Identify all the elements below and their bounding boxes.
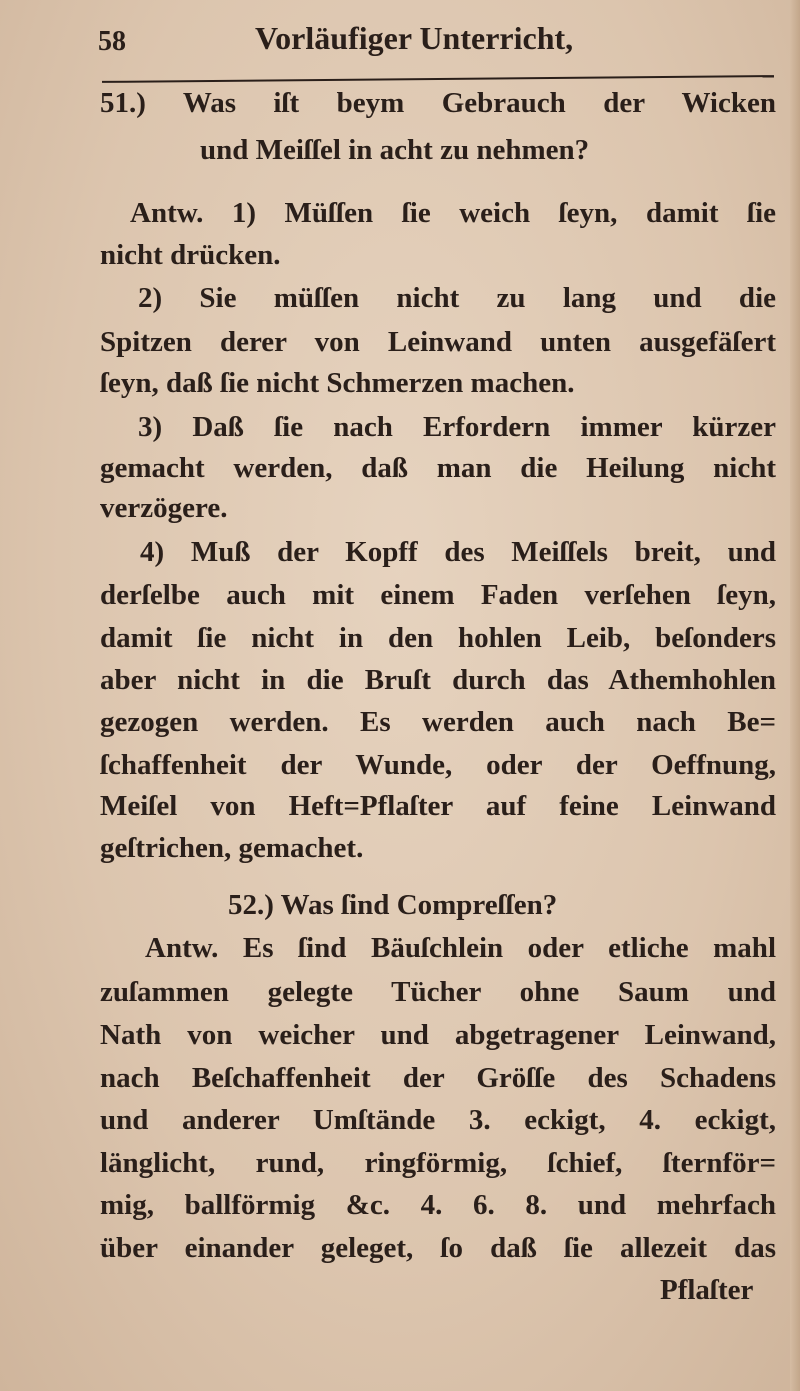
answer-line: zuſammen gelegte Tücher ohne Saum und [100,976,776,1008]
page-edge [790,0,800,1391]
answer-line: aber nicht in die Bruſt durch das Athemhohlen [100,664,776,696]
answer-line: Spitzen derer von Leinwand unten ausgefäſert [100,326,776,358]
answer-line: gemacht werden, daß man die Heilung nicht [100,452,776,484]
answer-line: Antw. Es ſind Bäuſchlein oder etliche mahl [145,932,776,964]
header-rule [102,75,774,83]
answer-line: derſelbe auch mit einem Faden verſehen ſeyn, [100,579,776,611]
answer-line: Antw. 1) Müſſen ſie weich ſeyn, damit ſie [130,197,776,229]
answer-line: ſeyn, daß ſie nicht Schmerzen machen. [100,367,575,399]
answer-line: 3) Daß ſie nach Erfordern immer kürzer [138,411,776,443]
answer-line: Nath von weicher und abgetragener Leinwand, [100,1019,776,1051]
answer-line: ſchaffenheit der Wunde, oder der Oeffnung, [100,749,776,781]
answer-line: nach Beſchaffenheit der Gröſſe des Schadens [100,1062,776,1094]
question-51-line: 51.) Was iſt beym Gebrauch der Wicken [100,87,776,119]
answer-line: 4) Muß der Kopff des Meiſſels breit, und [140,536,776,568]
answer-line: geſtrichen, gemachet. [100,832,364,864]
answer-line: länglicht, rund, ringförmig, ſchief, ſternför= [100,1147,776,1179]
answer-line: und anderer Umſtände 3. eckigt, 4. eckigt, [100,1104,776,1136]
answer-line: verzögere. [100,492,228,524]
catchword: Pflaſter [660,1274,754,1306]
answer-line: gezogen werden. Es werden auch nach Be= [100,706,776,738]
question-52-heading: 52.) Was ſind Compreſſen? [228,889,558,921]
answer-line: 2) Sie müſſen nicht zu lang und die [138,282,776,314]
answer-line: nicht drücken. [100,239,281,271]
answer-line: Meiſel von Heft=Pflaſter auf feine Leinwand [100,790,776,822]
question-51-line: und Meiſſel in acht zu nehmen? [200,134,590,166]
answer-line: über einander geleget, ſo daß ſie allezeit das [100,1232,776,1264]
answer-line: mig, ballförmig &c. 4. 6. 8. und mehrfach [100,1189,776,1221]
answer-line: damit ſie nicht in den hohlen Leib, beſonders [100,622,776,654]
running-title: Vorläufiger Unterricht, [255,20,574,56]
page-number: 58 [98,26,126,57]
